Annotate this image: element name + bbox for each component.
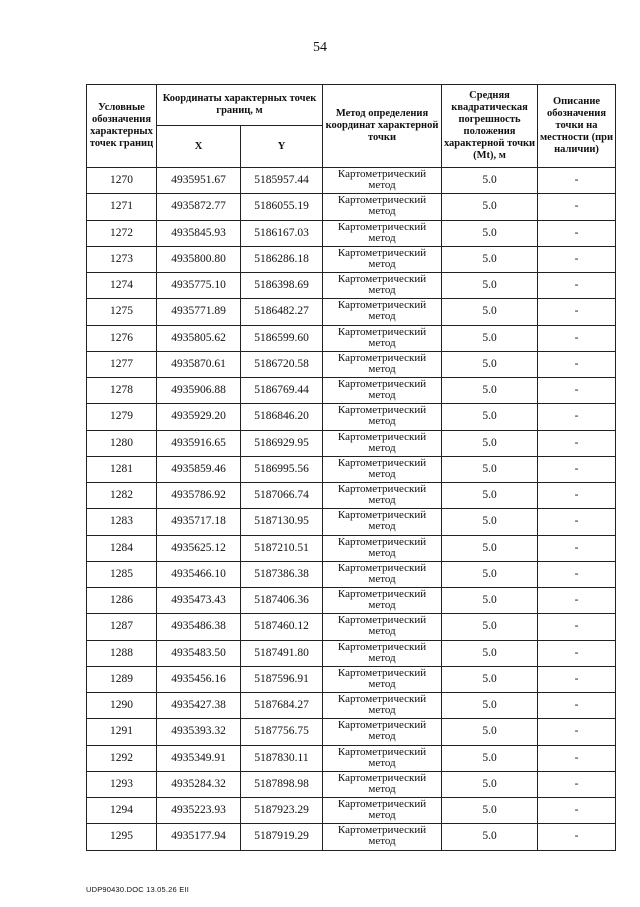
cell-point: 1277 [87,351,157,377]
cell-point: 1294 [87,798,157,824]
cell-method: Картометрический метод [323,640,442,666]
cell-x: 4935427.38 [157,693,241,719]
cell-x: 4935916.65 [157,430,241,456]
table-row [87,745,616,771]
table-row [87,325,616,351]
table-row [87,378,616,404]
document-footer: UDP90430.DOC 13.05.26 EII [86,885,189,894]
cell-point: 1273 [87,246,157,272]
cell-x: 4935805.62 [157,325,241,351]
cell-method: Картометрический метод [323,273,442,299]
cell-y: 5186599.60 [241,325,323,351]
cell-x: 4935625.12 [157,535,241,561]
cell-y: 5186482.27 [241,299,323,325]
cell-accuracy: 5.0 [442,168,538,194]
cell-method: Картометрический метод [323,561,442,587]
cell-accuracy: 5.0 [442,798,538,824]
table-row [87,430,616,456]
table-row [87,299,616,325]
cell-accuracy: 5.0 [442,771,538,797]
header-description: Описание обозначения точки на местности (при наличии) [538,85,616,168]
table-row [87,194,616,220]
cell-point: 1288 [87,640,157,666]
header-method: Метод определения координат характерной точки [323,85,442,168]
cell-method: Картометрический метод [323,693,442,719]
table-row [87,719,616,745]
cell-accuracy: 5.0 [442,404,538,430]
cell-x: 4935349.91 [157,745,241,771]
cell-method: Картометрический метод [323,771,442,797]
cell-x: 4935473.43 [157,588,241,614]
cell-description: - [538,220,616,246]
cell-y: 5186167.03 [241,220,323,246]
cell-accuracy: 5.0 [442,378,538,404]
cell-x: 4935800.80 [157,246,241,272]
cell-y: 5186929.95 [241,430,323,456]
cell-y: 5187684.27 [241,693,323,719]
cell-method: Картометрический метод [323,719,442,745]
cell-method: Картометрический метод [323,220,442,246]
cell-x: 4935872.77 [157,194,241,220]
table-row [87,483,616,509]
table-row [87,588,616,614]
cell-description: - [538,378,616,404]
cell-point: 1284 [87,535,157,561]
cell-y: 5187066.74 [241,483,323,509]
cell-accuracy: 5.0 [442,824,538,850]
table-row [87,168,616,194]
table-row [87,798,616,824]
cell-description: - [538,614,616,640]
cell-point: 1291 [87,719,157,745]
header-x: X [157,126,241,168]
cell-point: 1275 [87,299,157,325]
cell-accuracy: 5.0 [442,719,538,745]
cell-description: - [538,168,616,194]
cell-accuracy: 5.0 [442,273,538,299]
cell-point: 1271 [87,194,157,220]
cell-description: - [538,535,616,561]
cell-y: 5187406.36 [241,588,323,614]
cell-accuracy: 5.0 [442,299,538,325]
cell-method: Картометрический метод [323,666,442,692]
cell-accuracy: 5.0 [442,509,538,535]
cell-point: 1276 [87,325,157,351]
page-number: 54 [313,40,327,55]
cell-point: 1270 [87,168,157,194]
cell-accuracy: 5.0 [442,246,538,272]
cell-point: 1289 [87,666,157,692]
cell-x: 4935177.94 [157,824,241,850]
cell-method: Картометрический метод [323,351,442,377]
header-accuracy: Средняя квадратическая погрешность положения характерной точки (Mt), м [442,85,538,168]
cell-method: Картометрический метод [323,509,442,535]
cell-y: 5186720.58 [241,351,323,377]
cell-method: Картометрический метод [323,745,442,771]
table-row [87,614,616,640]
table-header-row [87,85,616,126]
cell-description: - [538,509,616,535]
cell-y: 5186846.20 [241,404,323,430]
cell-y: 5186769.44 [241,378,323,404]
cell-point: 1293 [87,771,157,797]
cell-accuracy: 5.0 [442,640,538,666]
cell-description: - [538,561,616,587]
cell-description: - [538,456,616,482]
cell-method: Картометрический метод [323,404,442,430]
cell-point: 1295 [87,824,157,850]
cell-y: 5187756.75 [241,719,323,745]
cell-x: 4935223.93 [157,798,241,824]
cell-accuracy: 5.0 [442,351,538,377]
cell-accuracy: 5.0 [442,220,538,246]
cell-point: 1282 [87,483,157,509]
cell-method: Картометрический метод [323,824,442,850]
table-row [87,404,616,430]
cell-x: 4935775.10 [157,273,241,299]
cell-x: 4935870.61 [157,351,241,377]
table-row [87,824,616,850]
cell-x: 4935466.10 [157,561,241,587]
cell-accuracy: 5.0 [442,745,538,771]
cell-method: Картометрический метод [323,378,442,404]
cell-method: Картометрический метод [323,246,442,272]
cell-description: - [538,771,616,797]
cell-x: 4935456.16 [157,666,241,692]
cell-method: Картометрический метод [323,614,442,640]
cell-description: - [538,745,616,771]
cell-accuracy: 5.0 [442,535,538,561]
cell-point: 1292 [87,745,157,771]
cell-y: 5186055.19 [241,194,323,220]
table-row [87,456,616,482]
cell-y: 5187919.29 [241,824,323,850]
cell-description: - [538,430,616,456]
cell-y: 5187923.29 [241,798,323,824]
table-row [87,666,616,692]
cell-method: Картометрический метод [323,456,442,482]
cell-y: 5187491.80 [241,640,323,666]
cell-point: 1290 [87,693,157,719]
cell-point: 1287 [87,614,157,640]
header-y: Y [241,126,323,168]
cell-method: Картометрический метод [323,325,442,351]
cell-point: 1286 [87,588,157,614]
cell-description: - [538,194,616,220]
cell-accuracy: 5.0 [442,588,538,614]
cell-method: Картометрический метод [323,194,442,220]
cell-method: Картометрический метод [323,299,442,325]
cell-y: 5186995.56 [241,456,323,482]
cell-y: 5187898.98 [241,771,323,797]
cell-description: - [538,588,616,614]
cell-y: 5186398.69 [241,273,323,299]
cell-x: 4935906.88 [157,378,241,404]
cell-x: 4935483.50 [157,640,241,666]
cell-y: 5187460.12 [241,614,323,640]
cell-y: 5187596.91 [241,666,323,692]
cell-description: - [538,719,616,745]
table-row [87,509,616,535]
table-row [87,640,616,666]
cell-accuracy: 5.0 [442,325,538,351]
cell-x: 4935486.38 [157,614,241,640]
cell-method: Картометрический метод [323,483,442,509]
cell-x: 4935929.20 [157,404,241,430]
header-point: Условные обозначения характерных точек границ [87,85,157,168]
cell-point: 1285 [87,561,157,587]
cell-y: 5187210.51 [241,535,323,561]
cell-description: - [538,299,616,325]
cell-y: 5187830.11 [241,745,323,771]
cell-description: - [538,640,616,666]
cell-point: 1280 [87,430,157,456]
cell-description: - [538,693,616,719]
cell-description: - [538,325,616,351]
cell-description: - [538,666,616,692]
cell-accuracy: 5.0 [442,430,538,456]
cell-accuracy: 5.0 [442,693,538,719]
cell-x: 4935717.18 [157,509,241,535]
cell-description: - [538,246,616,272]
cell-accuracy: 5.0 [442,666,538,692]
cell-description: - [538,824,616,850]
cell-method: Картометрический метод [323,430,442,456]
cell-method: Картометрический метод [323,168,442,194]
table-row [87,535,616,561]
cell-x: 4935771.89 [157,299,241,325]
cell-accuracy: 5.0 [442,456,538,482]
table-row [87,693,616,719]
table-row [87,771,616,797]
cell-x: 4935845.93 [157,220,241,246]
table-row [87,273,616,299]
coordinates-table [86,84,616,851]
table-row [87,246,616,272]
cell-description: - [538,351,616,377]
cell-point: 1272 [87,220,157,246]
cell-y: 5187130.95 [241,509,323,535]
cell-point: 1283 [87,509,157,535]
cell-x: 4935393.32 [157,719,241,745]
cell-point: 1281 [87,456,157,482]
cell-method: Картометрический метод [323,535,442,561]
cell-description: - [538,273,616,299]
cell-x: 4935786.92 [157,483,241,509]
cell-point: 1279 [87,404,157,430]
table-row [87,561,616,587]
cell-description: - [538,483,616,509]
cell-accuracy: 5.0 [442,614,538,640]
cell-x: 4935284.32 [157,771,241,797]
header-coordinates: Координаты характерных точек границ, м [157,85,323,126]
cell-y: 5187386.38 [241,561,323,587]
cell-accuracy: 5.0 [442,561,538,587]
cell-method: Картометрический метод [323,798,442,824]
table-row [87,220,616,246]
cell-description: - [538,404,616,430]
cell-description: - [538,798,616,824]
cell-point: 1278 [87,378,157,404]
cell-point: 1274 [87,273,157,299]
table-row [87,351,616,377]
cell-x: 4935859.46 [157,456,241,482]
cell-x: 4935951.67 [157,168,241,194]
cell-y: 5185957.44 [241,168,323,194]
cell-accuracy: 5.0 [442,483,538,509]
cell-accuracy: 5.0 [442,194,538,220]
cell-method: Картометрический метод [323,588,442,614]
cell-y: 5186286.18 [241,246,323,272]
